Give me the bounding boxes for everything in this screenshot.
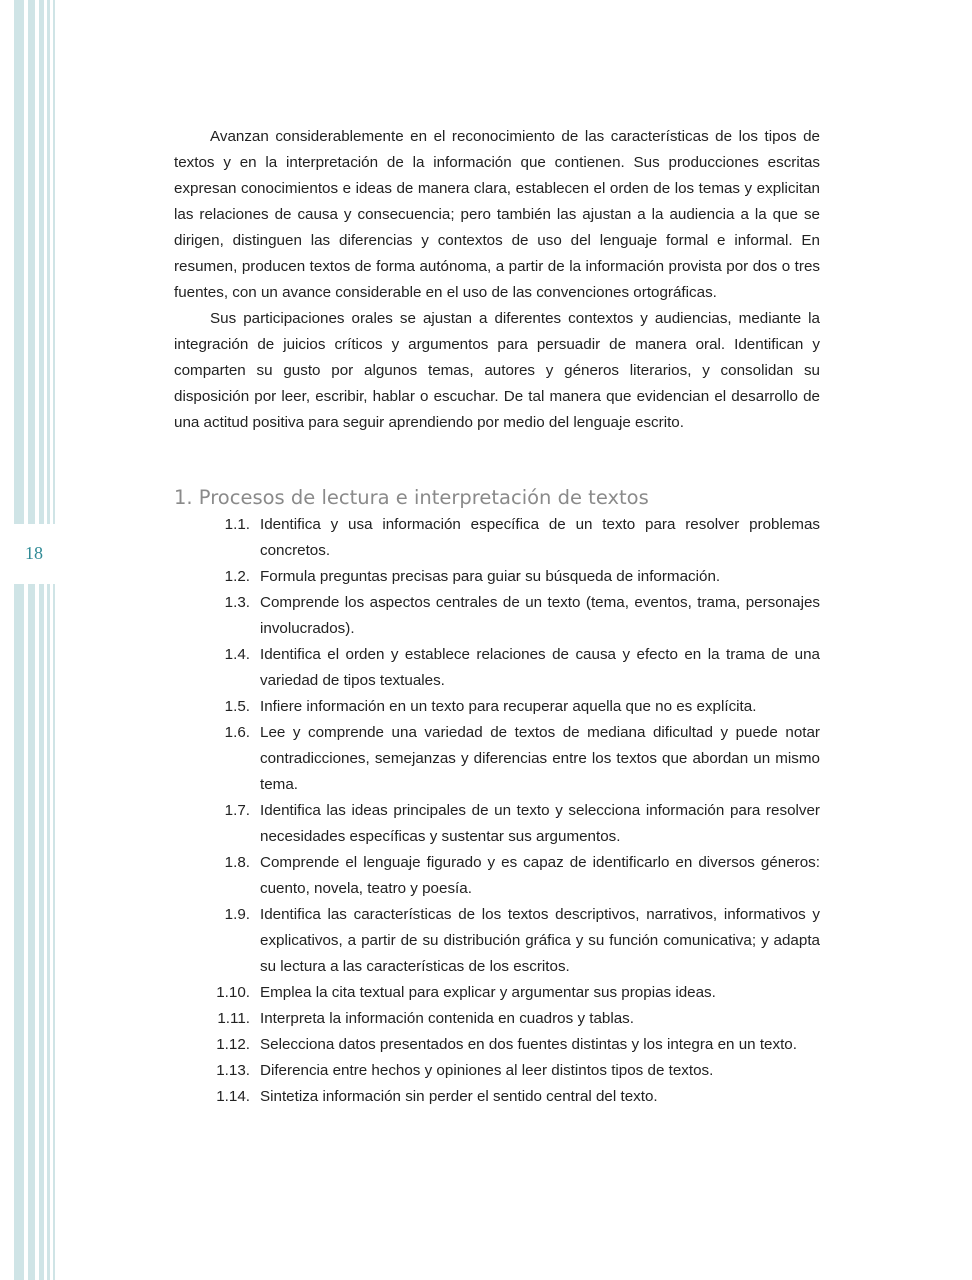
item-text: Identifica el orden y establece relaciones de causa y efecto en la trama de una variedad de tipos textuales. — [260, 646, 820, 689]
item-text: Lee y comprende una variedad de textos de mediana dificultad y puede notar contradicciones, semejanzas y diferencias entre los textos que abordan un mismo tema. — [260, 724, 820, 793]
item-text: Infiere información en un texto para recuperar aquella que no es explícita. — [260, 698, 757, 715]
item-text: Formula preguntas precisas para guiar su búsqueda de información. — [260, 568, 721, 585]
item-number: 1.3. — [224, 594, 250, 611]
standards-list — [174, 512, 820, 1110]
item-number: 1.5. — [224, 698, 250, 715]
list-item — [174, 590, 820, 642]
side-stripes-bottom — [0, 584, 60, 1280]
page-number: 18 — [25, 543, 43, 563]
list-item — [174, 1032, 820, 1058]
item-text: Sintetiza información sin perder el sentido central del texto. — [260, 1088, 658, 1105]
item-number: 1.9. — [224, 906, 250, 923]
list-item — [174, 850, 820, 902]
item-text: Emplea la cita textual para explicar y argumentar sus propias ideas. — [260, 984, 716, 1001]
intro-paragraph: Avanzan considerablemente en el reconocimiento de las características de los tipos de textos y en la interpretación de la información que contienen. Sus producciones escritas expresan conocimientos e ideas de manera clara, establecen el orden de los temas y explicitan las relaciones de causa y consecuencia; pero también las ajustan a la audiencia a la que se dirigen, distinguen las diferencias y contextos de uso del lenguaje formal e informal. En resumen, producen textos de forma autónoma, a partir de la información provista por dos o tres fuentes, con un avance considerable en el uso de las convenciones ortográficas. — [174, 128, 820, 301]
list-item — [174, 1058, 820, 1084]
list-item — [174, 564, 820, 590]
list-item — [174, 512, 820, 564]
item-number: 1.8. — [224, 854, 250, 871]
item-number: 1.12. — [216, 1036, 250, 1053]
list-item — [174, 642, 820, 694]
item-text: Identifica las ideas principales de un texto y selecciona información para resolver necesidades específicas y sustentar sus argumentos. — [260, 802, 820, 845]
item-number: 1.13. — [216, 1062, 250, 1079]
list-item — [174, 980, 820, 1006]
section-title: 1. Procesos de lectura e interpretación de textos — [174, 486, 649, 509]
item-text: Comprende el lenguaje figurado y es capaz de identificarlo en diversos géneros: cuento, novela, teatro y poesía. — [260, 854, 820, 897]
item-number: 1.4. — [224, 646, 250, 663]
item-text: Diferencia entre hechos y opiniones al leer distintos tipos de textos. — [260, 1062, 714, 1079]
list-item — [174, 798, 820, 850]
list-item — [174, 1084, 820, 1110]
list-item — [174, 694, 820, 720]
item-number: 1.10. — [216, 984, 250, 1001]
item-number: 1.1. — [224, 516, 250, 533]
page-content — [174, 124, 820, 1110]
item-number: 1.14. — [216, 1088, 250, 1105]
item-text: Selecciona datos presentados en dos fuentes distintas y los integra en un texto. — [260, 1036, 797, 1053]
item-number: 1.6. — [224, 724, 250, 741]
list-item — [174, 1006, 820, 1032]
item-text: Identifica y usa información específica de un texto para resolver problemas concretos. — [260, 516, 820, 559]
item-text: Identifica las características de los textos descriptivos, narrativos, informativos y explicativos, a partir de su distribución gráfica y su función comunicativa; y adapta su lectura a las características de los escritos. — [260, 906, 820, 975]
item-number: 1.2. — [224, 568, 250, 585]
intro-paragraph: Sus participaciones orales se ajustan a diferentes contextos y audiencias, mediante la integración de juicios críticos y argumentos para persuadir de manera oral. Identifican y comparten su gusto por algunos temas, autores y géneros literarios, y consolidan su disposición por leer, escribir, hablar o escuchar. De tal manera que evidencian el desarrollo de una actitud positiva para seguir aprendiendo por medio del lenguaje escrito. — [174, 310, 820, 431]
list-item — [174, 720, 820, 798]
item-text: Comprende los aspectos centrales de un texto (tema, eventos, trama, personajes involucrados). — [260, 594, 820, 637]
item-number: 1.7. — [224, 802, 250, 819]
item-text: Interpreta la información contenida en cuadros y tablas. — [260, 1010, 634, 1027]
side-stripes-top — [0, 0, 60, 524]
item-number: 1.11. — [217, 1010, 250, 1027]
list-item — [174, 902, 820, 980]
